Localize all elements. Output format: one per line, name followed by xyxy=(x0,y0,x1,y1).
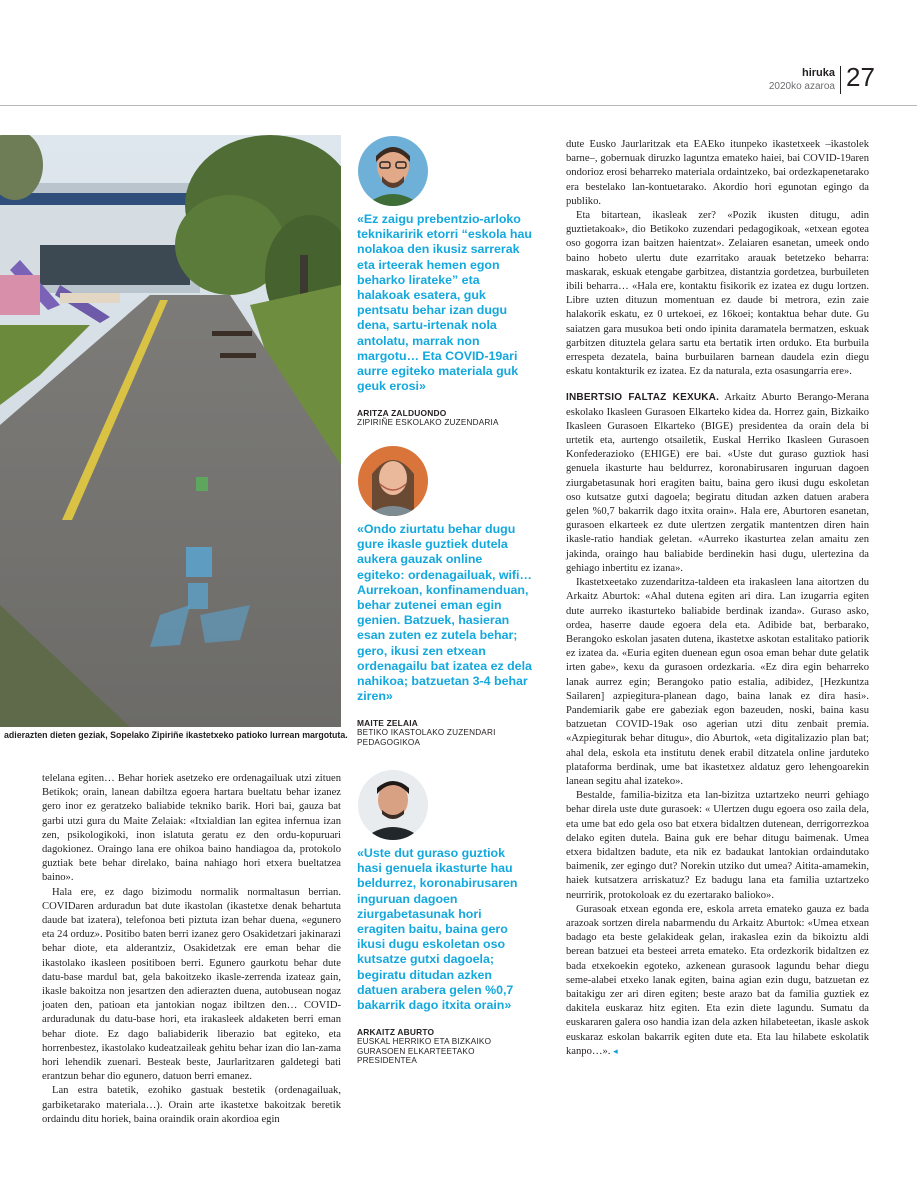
pull-quote-zelaia xyxy=(357,446,532,747)
publication-name: hiruka xyxy=(801,67,835,79)
photo-caption: adierazten dieten geziak, Sopelako Zipiriñe ikastetxeko patioko lurrean margotuta. xyxy=(4,730,348,740)
avatar xyxy=(358,136,428,206)
paragraph: Eta bitartean, ikasleak zer? «Pozik ikusten ditugu, adin guztietakoak», dio Betikoko zuzendari pedagogikoak, «etxean egotea oso gogorra izan baitzen haientzat». Zelaiaren esanetan, umeek ondo baino hobeto ulertu dute ezarritako arauak betetzeko beharra: maskarak, eskuak etengabe garbitzea, distantzia gordetzea, burbuileten ibili beharra… «Hala ere, kontaktu fisikorik ez izatea ez dugu lortzen. Libre uzten dituzun momentuan ez daude bi metrora, ezin zaie halakorik eskatu, ez 0 urtekoei, ez 16koei; kontaktua behar dute. Gu saiatzen gara musukoa beti ondo ipinita daramatela bermatzen, eskuak garbitzen dituztela gelara sartu eta bertatik irten orduko. Eta burbuila errespeta dezatela, baina burbuilaren barnean daudela ezin diegu eskatu kontakturik ez izatea. Ez da naturala, ezta osasungarria ere». xyxy=(566,210,869,378)
quote-author: ARITZA ZALDUONDO xyxy=(357,408,447,419)
page-number: 27 xyxy=(846,62,875,92)
header-divider xyxy=(840,66,841,94)
quote-text: «Uste dut guraso guztiok hasi genuela ikasturte hau beldurrez, koronabirusaren inguruan dagoen ziurgabetasunak hori eragiten baitu, baina gero ikusi dugu eskoletan oso kutsatze gutxi dagoela; begiratu ditudan azken datuen arabera gelen %0,7 bakarrik dago itxita orain» xyxy=(357,846,518,1013)
avatar xyxy=(358,770,428,840)
quote-author-role: ZIPIRIÑE ESKOLAKO ZUZENDARIA xyxy=(357,418,499,428)
paragraph: dute Eusko Jaurlaritzak eta EAEko itunpeko ikastetxeek –ikastolek barne–, gobernuak diruzko laguntza emateko haiei, bai COVID-19aren ondorioz erosi beharreko materiala ordaintzeko, bai ordezkapenetarako era bestelako lan-kontuetarako. Akordio hori egunotan egingo da publiko. xyxy=(566,139,869,207)
section-kicker: INBERTSIO FALTAZ KEXUKA. xyxy=(566,392,720,404)
paragraph xyxy=(566,903,869,1059)
issue-date: 2020ko azaroa xyxy=(768,81,835,92)
quote-author-role: BETIKO IKASTOLAKO ZUZENDARI PEDAGOGIKOA xyxy=(357,728,496,747)
paragraph: Ikastetxeetako zuzendaritza-taldeen eta irakasleen lana aitortzen du Arkaitz Aburtok: «Ahal dutena egiten ari dira. Lan izugarria egiten dute aurreko ikasturteko baliabide berdinak izanda». Guraso asko, ordea, haserre daude egoera dela eta. Adibide bat, berbarako, Berangoko eskolan jasaten dutena, ikastetxe askotan estalitako patiorik ez izatea da. «Euria egiten duenean egun osoa eman behar dute gelatik irten gabe», kexu da gurasoen ordezkaria. «Ez dira egin beharreko lanak aurrez egin; Berangoko patio estalia, adibidez, [Hezkuntza Sailaren] azpiegitura-planean dago, baina lanak ez dira hasi». Pandemiarik gabe ere gabeziak egon bazeuden, noski, baina kasu batzuetan COVID-19ak oso agerian utzi ditu zenbait premia. «Azpiegiturak behar ditugu», dio Aburtok, «eta digitalizazio plan bat; ahal dela, eskola eta institutu denek erabil ditzatela online jarduteko plataforma berdinak, ume bat ikastetxez aldatuz gero lehengoarekin lanean segitu ahal izateko». xyxy=(566,577,869,787)
end-of-article-icon: ◂ xyxy=(613,1046,618,1057)
publication-brand xyxy=(769,68,835,92)
schoolyard-path-photo xyxy=(0,135,341,727)
quote-author: MAITE ZELAIA xyxy=(357,718,419,729)
pull-quote-zalduondo xyxy=(357,136,532,428)
pull-quote-aburto xyxy=(357,770,532,1066)
section-text: Arkaitz Aburto Berango-Merana eskolako Ikasleen Gurasoen Elkarteko kidea da. Horrez gain, Bizkaiko Ikasleen Gurasoen Elkarteko (BIGE) presidentea da orain dela bi urtetik eta, aurtengo otsailetik, Euskal Herriko Ikasleen Gurasoen Konfederazioko (EHIGE) ere bai. «Uste dut guraso guztiok hasi genuela ikasturte hau beldurrez, koronabirusaren inguruan dagoen ziurgabetasunak hori eragiten baitu, baina gero ikusi dugu eskoletan oso kutsatze gutxi dagoela; begiratu ditudan azken datuen arabera gelen %0,7 bakarrik dago itxita orain». Hala ere, Aburtoren esanetan, gurasoen elkarteek ez dute ulertzen zergatik mantentzen diren hain ikasle-ratio handiak geletan. «Aurreko ikasturtea zelan amaitu zen jakinda, oraingo hau baliabide berdinekin hasi dugu, ulertezina da gehiago inbertitu ez izana». xyxy=(566,392,869,574)
header-rule xyxy=(0,105,917,106)
paragraph: Bestalde, familia-bizitza eta lan-bizitza uztartzeko neurri gehiago behar direla uste dute gurasoek: « Ulertzen dugu egoera oso zaila dela, eta ume bat edo gela oso bat etxera bidaltzen dutenean, derrigorrezkoa delako egiten dutela. Baina guk ere behar ditugu baimenak. Umea etxera bidaltzen badute, eta nik ez badaukat lantokian ordaindutako baimenik, zer egingo dut? Norekin utziko dut umea? Aitita-amamekin, haiek kutsatzera arriskatuz? Ez badugu lana eta familia uztartzeko neurririk, protokoloak ez du ezertarako balioko». xyxy=(566,790,869,901)
paragraph: Hala ere, ez dago bizimodu normalik normaltasun berrian. COVIDaren arduradun bat dute ikastolan (ikastetxe denak behartuta daude bat izatera), telefonoa beti piztuta izan behar duena, «egunero eta 24 orduz». Positibo baten berri izanez gero Osakidetzari jakinarazi behar diote, eta alderantziz, Osakidetzak ere eman behar die ikastolako ikasleen positiboen berri. Egunero gaurkotu behar dute datu-base mardul bat, gela bakoitzeko ikasle-zerrenda izateaz gain, ikasle bakoitza non jesartzen den adierazten duena, autobusean nogaz joaten den, patioan eta jantokian nogaz ibiltzen den… COVID-arduradunak du datu-base hori, eta irakasleek aldaketen berri eman behar diote. Ez dago baliabiderik liberazio bat egiteko, eta horrenbestez, ikastolako kudeatzaileak gehitu behar izan dio lan-zama hori lehendik zuenari. Besteak beste, Jaurlaritzaren galdetegi bati erantzun behar dio egunero, datuon berri emanez. xyxy=(42,886,341,1083)
quote-text: «Ez zaigu prebentzio-arloko teknikaririk etorri “eskola hau nolakoa den ikusiz sarrerak eta irteerak hemen egon beharko lirateke” eta halakoak esatera, guk pentsatu behar izan dugu dena, sartu-irtenak nola antolatu, marrak non margotu… Eta COVID-19ari aurre egiteko materiala guk geuk erosi» xyxy=(357,212,532,394)
article-column-1 xyxy=(42,772,341,1127)
quote-author-role: EUSKAL HERRIKO ETA BIZKAIKO GURASOEN ELKARTEETAKO PRESIDENTEA xyxy=(357,1037,492,1066)
quote-text: «Ondo ziurtatu behar dugu gure ikasle guztiek dutela aukera gauzak online egiteko: ordenagailuak, wifi… Aurrekoan, konfinamenduan, behar zutenei eman egin genien. Batzuek, hasieran esan zuten ez zutela behar; gero, ikusi zen etxean ordenagailu bat izatea ez dela nahikoa; batzuetan 3-4 behar ziren» xyxy=(357,522,532,704)
article-column-3 xyxy=(566,138,869,1059)
page-header xyxy=(0,0,917,110)
section-paragraph xyxy=(566,391,869,576)
quote-author: ARKAITZ ABURTO xyxy=(357,1027,435,1038)
section-gap xyxy=(566,379,869,391)
paragraph: Lan estra batetik, ezohiko gastuak bestetik (ordenagailuak, garbiketarako materiala…). Orain arte ikastetxe bakoitzak beretik ordaindu ditu horiek, baina oraindik orain akordioa egin xyxy=(42,1085,341,1125)
paragraph-text: Gurasoak etxean egonda ere, eskola arreta emateko gauza ez bada arazoak sortzen direla nabarmendu du Arkaitz Aburtok: «Umea etxean badago eta beste gelakideak gelan, irakaslea ezin da bikoiztu aldi berean batzuei eta besteei arreta emateko. Eta ordezkorik bidaltzen ez bada etxekoekin egoteko, azkenean gurasook lagundu behar diegu seme-alabei etxeko lanak egiten, baina agian ezin dugu, batzuetan ez baitakigu zer ari diren egiten; beste arazo bat da familia guztiek ez dakitela euskaraz hitz egiten. Eta ezin diete lagundu. Sumatu da euskararen galera oso handia izan dela azken hilabeteetan, ikasle askok euskaraz eskolan bakarrik egiten dute eta. Eta lau hilabete eskolatik kanpo…». xyxy=(566,903,869,1057)
paragraph: telelana egiten… Behar horiek asetzeko ere ordenagailuak utzi zituen Betikok; orain, lanean dabiltza egoera hartara bueltatu behar izanez gero inor ez geratzeko baliabide tekniko barik. Hori bai, gauza bat garbi utzi gura du Maite Zelaiak: «Itxialdian lan egitea infernua izan zen, psikologikoki, inon islatuta geratu ez den ordu-kopuruari dagokionez. Oraingo lana ere ohikoa baino handiagoa da, protokolo guztiak bete behar direlako, baina nahiago hori etxera bueltatzea baino». xyxy=(42,773,341,884)
avatar xyxy=(358,446,428,516)
